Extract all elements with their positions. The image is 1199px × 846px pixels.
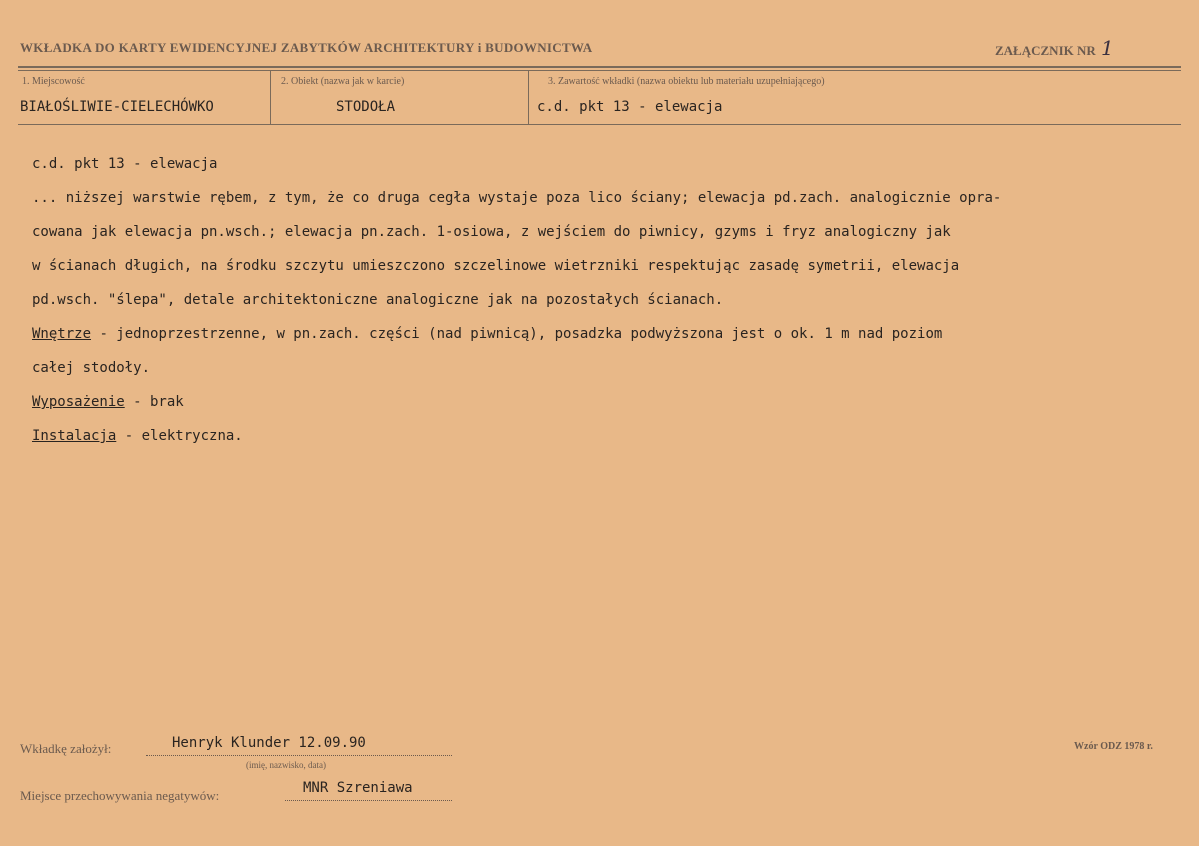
description-body (32, 147, 1172, 453)
body-line-1: ... niższej warstwie rębem, z tym, że co druga cegła wystaje poza lico ściany; elewacja pd.zach. analogicznie opra- (32, 190, 1002, 206)
insert-content-label: 3. Zawartość wkładki (nazwa obiektu lub materiału uzupełniającego) (548, 76, 825, 87)
body-line-2: cowana jak elewacja pn.wsch.; elewacja pn.zach. 1-osiowa, z wejściem do piwnicy, gzyms i fryz analogiczny jak (32, 224, 951, 240)
field-divider-1 (270, 70, 271, 124)
interior-line (32, 317, 1172, 351)
created-by-label: Wkładkę założył: (20, 741, 112, 756)
created-by-dotline (146, 755, 452, 756)
annex-label-text: ZAŁĄCZNIK NR (995, 43, 1096, 58)
header-rule-sub (18, 70, 1181, 71)
locality-label: 1. Miejscowość (22, 76, 85, 87)
equipment-label: Wyposażenie (32, 394, 125, 410)
locality-value: BIAŁOŚLIWIE-CIELECHÓWKO (20, 99, 214, 115)
negatives-label: Miejsce przechowywania negatywów: (20, 788, 220, 803)
interior-text: - jednoprzestrzenne, w pn.zach. części (nad piwnicą), posadzka podwyższona jest o ok. 1 m nad poziom (91, 326, 943, 342)
insert-content-value: c.d. pkt 13 - elewacja (537, 99, 723, 115)
created-by-value: Henryk Klunder 12.09.90 (172, 735, 366, 751)
equipment-text: - brak (124, 394, 184, 410)
installation-text: - elektryczna. (116, 428, 243, 444)
object-value: STODOŁA (336, 99, 396, 115)
field-divider-2 (528, 70, 529, 124)
form-reference: Wzór ODZ 1978 r. (1074, 741, 1153, 752)
form-title: WKŁADKA DO KARTY EWIDENCYJNEJ ZABYTKÓW ARCHITEKTURY i BUDOWNICTWA (20, 40, 593, 55)
interior-continuation: całej stodoły. (32, 360, 151, 376)
installation-label: Instalacja (32, 428, 117, 444)
equipment-line (32, 385, 1172, 419)
body-line-3: w ścianach długich, na środku szczytu umieszczono szczelinowe wietrzniki respektując zasadę symetrii, elewacja (32, 258, 960, 274)
body-line-4: pd.wsch. "ślepa", detale architektoniczne analogiczne jak na pozostałych ścianach. (32, 292, 724, 308)
negatives-dotline (285, 800, 452, 801)
negatives-value: MNR Szreniawa (303, 780, 413, 796)
annex-number: 1 (1101, 36, 1114, 60)
created-by-caption: (imię, nazwisko, data) (246, 760, 326, 770)
interior-label: Wnętrze (32, 326, 92, 342)
fields-rule-bottom (18, 124, 1181, 125)
annex-label (995, 36, 1114, 60)
body-heading: c.d. pkt 13 - elewacja (32, 156, 218, 172)
installation-line (32, 419, 1172, 453)
header-rule-top (18, 66, 1181, 68)
object-label: 2. Obiekt (nazwa jak w karcie) (281, 76, 405, 87)
